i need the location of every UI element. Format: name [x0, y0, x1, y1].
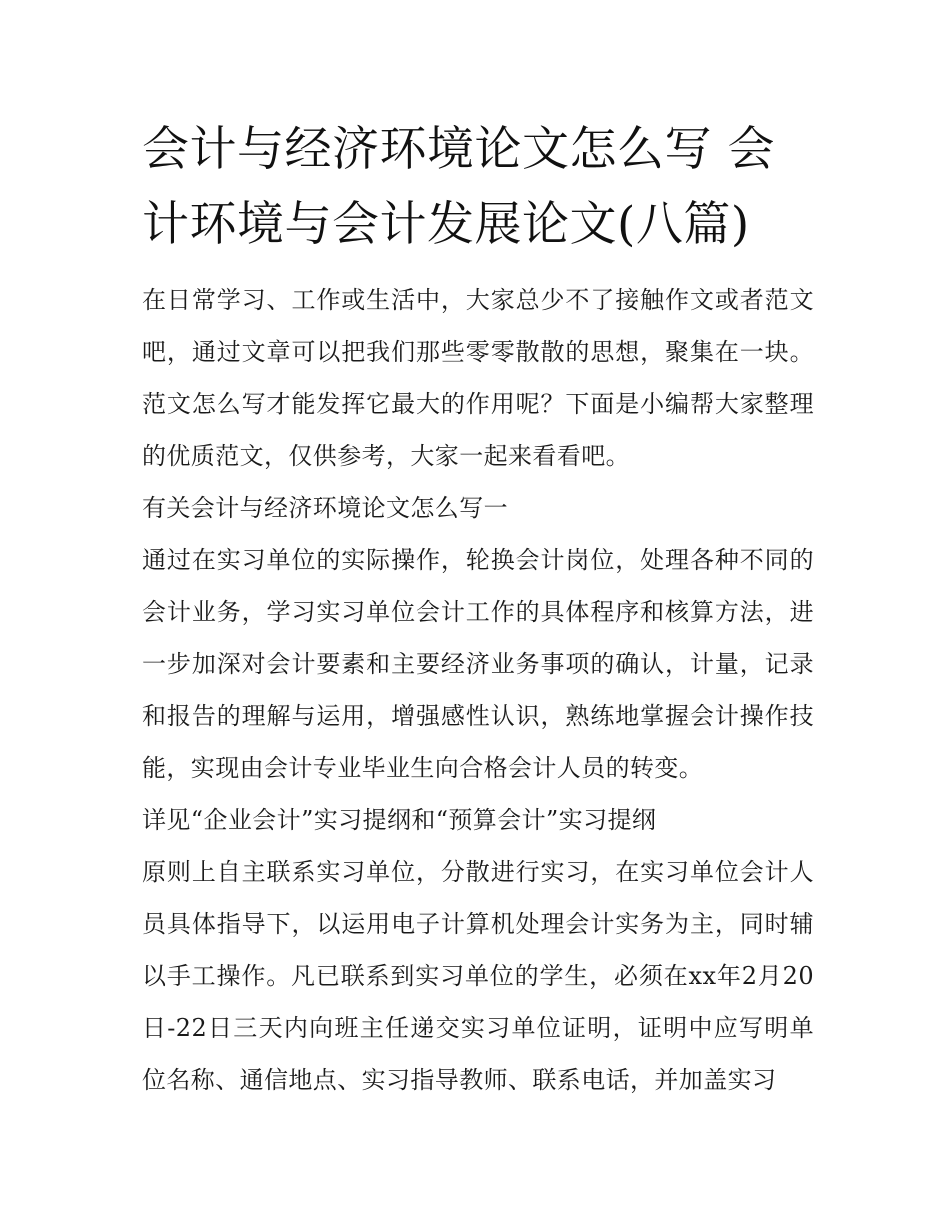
paragraph-reference: 详见“企业会计”实习提纲和“预算会计”实习提纲 — [142, 806, 657, 834]
section-heading: 有关会计与经济环境论文怎么写一 — [142, 494, 508, 522]
paragraph-intro: 在日常学习、工作或生活中，大家总少不了接触作文或者范文吧，通过文章可以把我们那些零零散散的思想，聚集在一块。范文怎么写才能发挥它最大的作用呢？下面是小编帮大家整理的优质范文，仅供参考，大家一起来看看吧。 — [142, 286, 814, 470]
document-body — [142, 274, 814, 1106]
document-page — [142, 112, 814, 1106]
paragraph-arrangement: 原则上自主联系实习单位，分散进行实习，在实习单位会计人员具体指导下，以运用电子计算机处理会计实务为主，同时辅以手工操作。凡已联系到实习单位的学生，必须在xx年2月20日-22日三天内向班主任递交实习单位证明，证明中应写明单位名称、通信地点、实习指导教师、联系电话，并加盖实习 — [142, 858, 814, 1094]
document-title: 会计与经济环境论文怎么写 会计环境与会计发展论文(八篇) — [142, 122, 775, 252]
paragraph-purpose: 通过在实习单位的实际操作，轮换会计岗位，处理各种不同的会计业务，学习实习单位会计工作的具体程序和核算方法，进一步加深对会计要素和主要经济业务事项的确认，计量，记录和报告的理解与运用，增强感性认识，熟练地掌握会计操作技能，实现由会计专业毕业生向合格会计人员的转变。 — [142, 546, 814, 782]
